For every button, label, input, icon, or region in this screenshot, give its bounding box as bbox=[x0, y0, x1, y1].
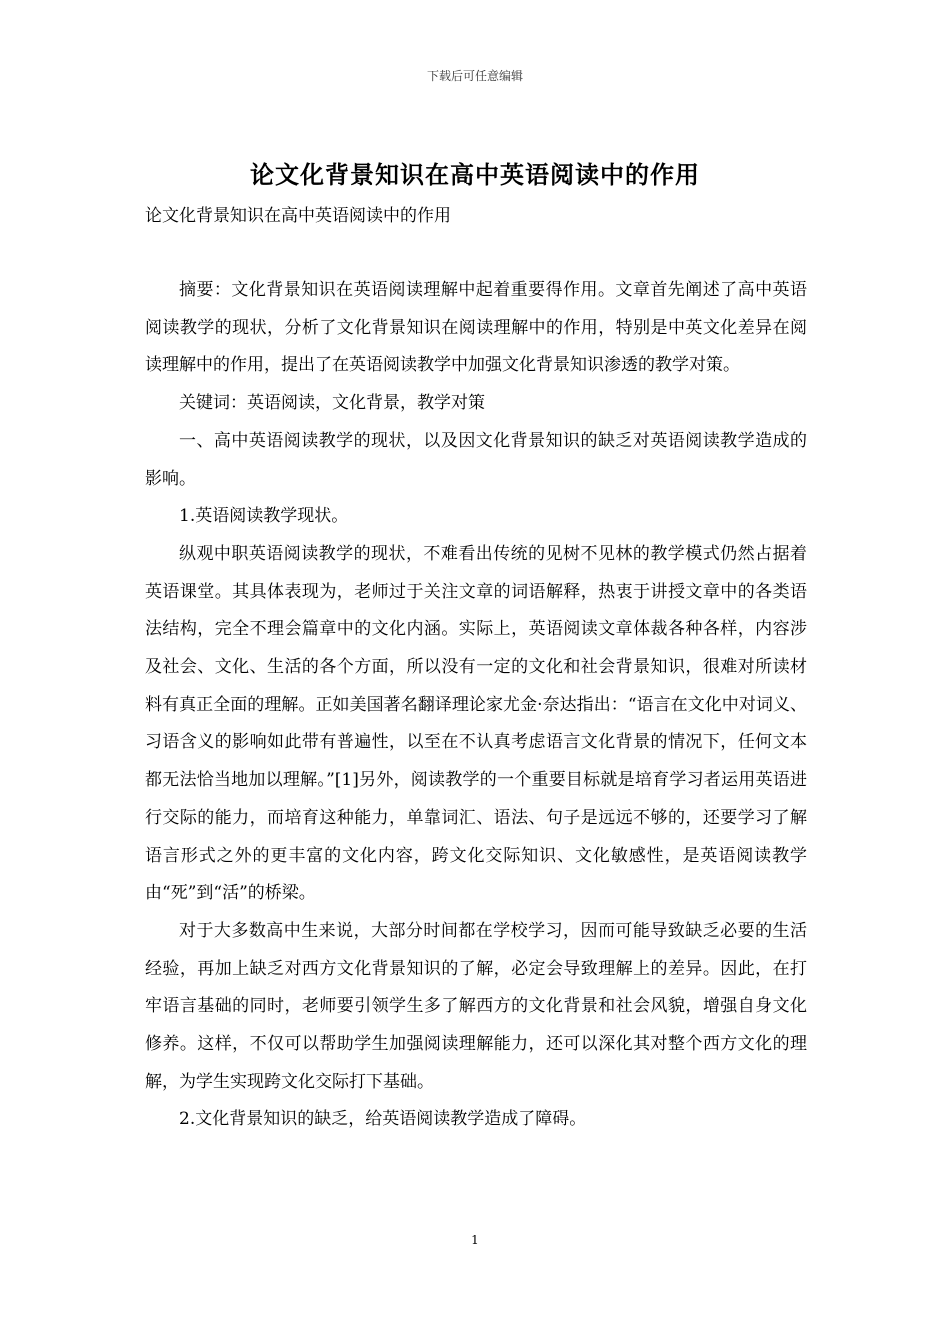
keywords-paragraph: 关键词：英语阅读，文化背景，教学对策 bbox=[179, 393, 485, 414]
document-subtitle: 论文化背景知识在高中英语阅读中的作用 bbox=[145, 206, 451, 226]
subsection-heading-2: 2.文化背景知识的缺乏，给英语阅读教学造成了障碍。 bbox=[179, 1109, 587, 1130]
page-number: 1 bbox=[471, 1233, 479, 1247]
body-paragraph: 纵观中职英语阅读教学的现状，不难看出传统的见树不见林的教学模式仍然占据着英语课堂。其具体表现为，老师过于关注文章的词语解释，热衷于讲授文章中的各类语法结构，完全不理会篇章中的文化内涵。实际上，英语阅读文章体裁各种各样，内容涉及社会、文化、生活的各个方面，所以没有一定的文化和社会背景知识，很难对所读材料有真正全面的理解。正如美国著名翻译理论家尤金·奈达指出：“语言在文化中对词义、习语含义的影响如此带有普遍性，以至在不认真考虑语言文化背景的情况下，任何文本都无法恰当地加以理解。”[1]另外，阅读教学的一个重要目标就是培育学习者运用英语进行交际的能力，而培育这种能力，单靠词汇、语法、句子是远远不够的，还要学习了解语言形式之外的更丰富的文化内容，跨文化交际知识、文化敏感性，是英语阅读教学由“死”到“活”的桥梁。 bbox=[145, 543, 807, 904]
abstract-paragraph: 摘要：文化背景知识在英语阅读理解中起着重要得作用。文章首先阐述了高中英语阅读教学的现状，分析了文化背景知识在阅读理解中的作用，特别是中英文化差异在阅读理解中的作用，提出了在英语阅读教学中加强文化背景知识渗透的教学对策。 bbox=[145, 280, 807, 376]
body-paragraph: 对于大多数高中生来说，大部分时间都在学校学习，因而可能导致缺乏必要的生活经验，再加上缺乏对西方文化背景知识的了解，必定会导致理解上的差异。因此，在打牢语言基础的同时，老师要引领学生多了解西方的文化背景和社会风貌，增强自身文化修养。这样，不仅可以帮助学生加强阅读理解能力，还可以深化其对整个西方文化的理解，为学生实现跨文化交际打下基础。 bbox=[145, 920, 807, 1092]
header-note: 下载后可任意编辑 bbox=[426, 69, 523, 83]
subsection-heading-1: 1.英语阅读教学现状。 bbox=[179, 506, 349, 527]
document-title: 论文化背景知识在高中英语阅读中的作用 bbox=[250, 160, 700, 189]
document-body bbox=[145, 272, 807, 1139]
section-heading-1: 一、高中英语阅读教学的现状，以及因文化背景知识的缺乏对英语阅读教学造成的影响。 bbox=[145, 430, 807, 489]
